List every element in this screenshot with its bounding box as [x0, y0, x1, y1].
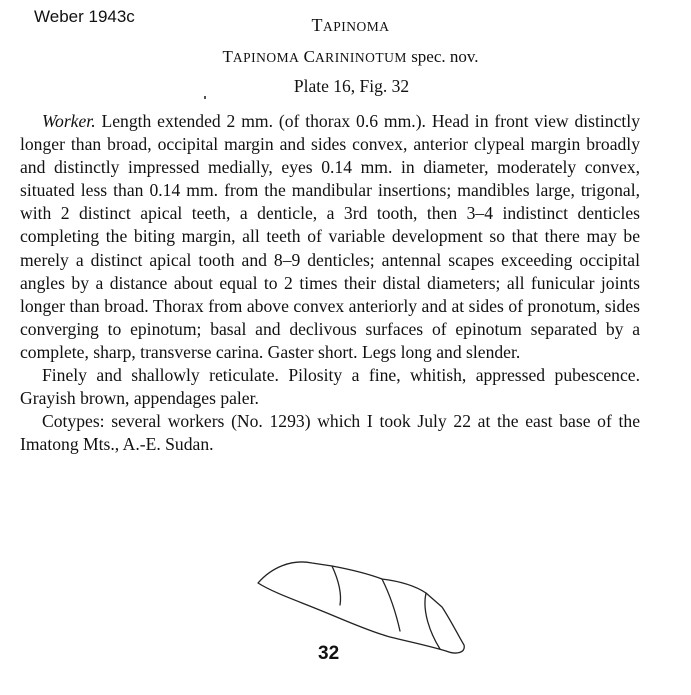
worker-thorax-illustration — [250, 545, 480, 655]
genus-heading — [0, 15, 691, 36]
cotypes-paragraph: Cotypes: several workers (No. 1293) which I took July 22 at the east base of the Imatong Mts., A.-E. Sudan. — [20, 411, 640, 455]
species-heading — [0, 47, 691, 67]
citation-tag: Weber 1943c — [34, 7, 135, 26]
genus-heading-initial: T — [311, 15, 323, 35]
description-body — [20, 110, 640, 456]
print-speck — [204, 96, 206, 99]
plate-reference: Plate 16, Fig. 32 — [293, 76, 410, 96]
species-suffix: spec. nov. — [406, 47, 479, 66]
species-genus-rest: APINOMA — [232, 50, 300, 65]
worker-caste-label: Worker. — [42, 111, 96, 131]
epinotal-carina — [425, 593, 440, 649]
species-epithet-initial: C — [303, 47, 315, 66]
thorax-outline — [258, 562, 464, 653]
figure-number: 32 — [318, 643, 340, 664]
worker-description-text: Length extended 2 mm. (of thorax 0.6 mm.). Head in front view distinctly longer than broad, occipital margin and sides convex, anterior clypeal margin broadly and distinctly impressed medially, eyes 0.14 mm. in diameter, moderately convex, situated less than 0.14 mm. from the mandibular insertions; mandibles large, trigonal, with 2 distinct apical teeth, a denticle, a 3rd tooth, then 3–4 indistinct denticles completing the biting margin, all teeth of variable development so that there may be merely a distinct apical tooth and 8–9 denticles; antennal scapes exceeding occipital angles by a distance about equal to 2 times their distal diameters; all funicular joints longer than broad. Thorax from above convex anteriorly and at sides of pronotum, sides converging to epinotum; basal and declivous surfaces of epinotum separated by a complete, sharp, transverse carina. Gaster short. Legs long and slender. — [20, 111, 640, 362]
worker-description-paragraph — [20, 110, 640, 364]
species-genus-initial: T — [222, 47, 233, 66]
mesonotal-suture — [382, 579, 400, 631]
genus-heading-rest: APINOMA — [322, 19, 390, 34]
species-epithet-rest: ARININOTUM — [314, 50, 407, 65]
pronotal-suture — [332, 566, 341, 605]
sculpture-color-paragraph: Finely and shallowly reticulate. Pilosity a fine, whitish, appressed pubescence. Grayish brown, appendages paler. — [20, 365, 640, 409]
